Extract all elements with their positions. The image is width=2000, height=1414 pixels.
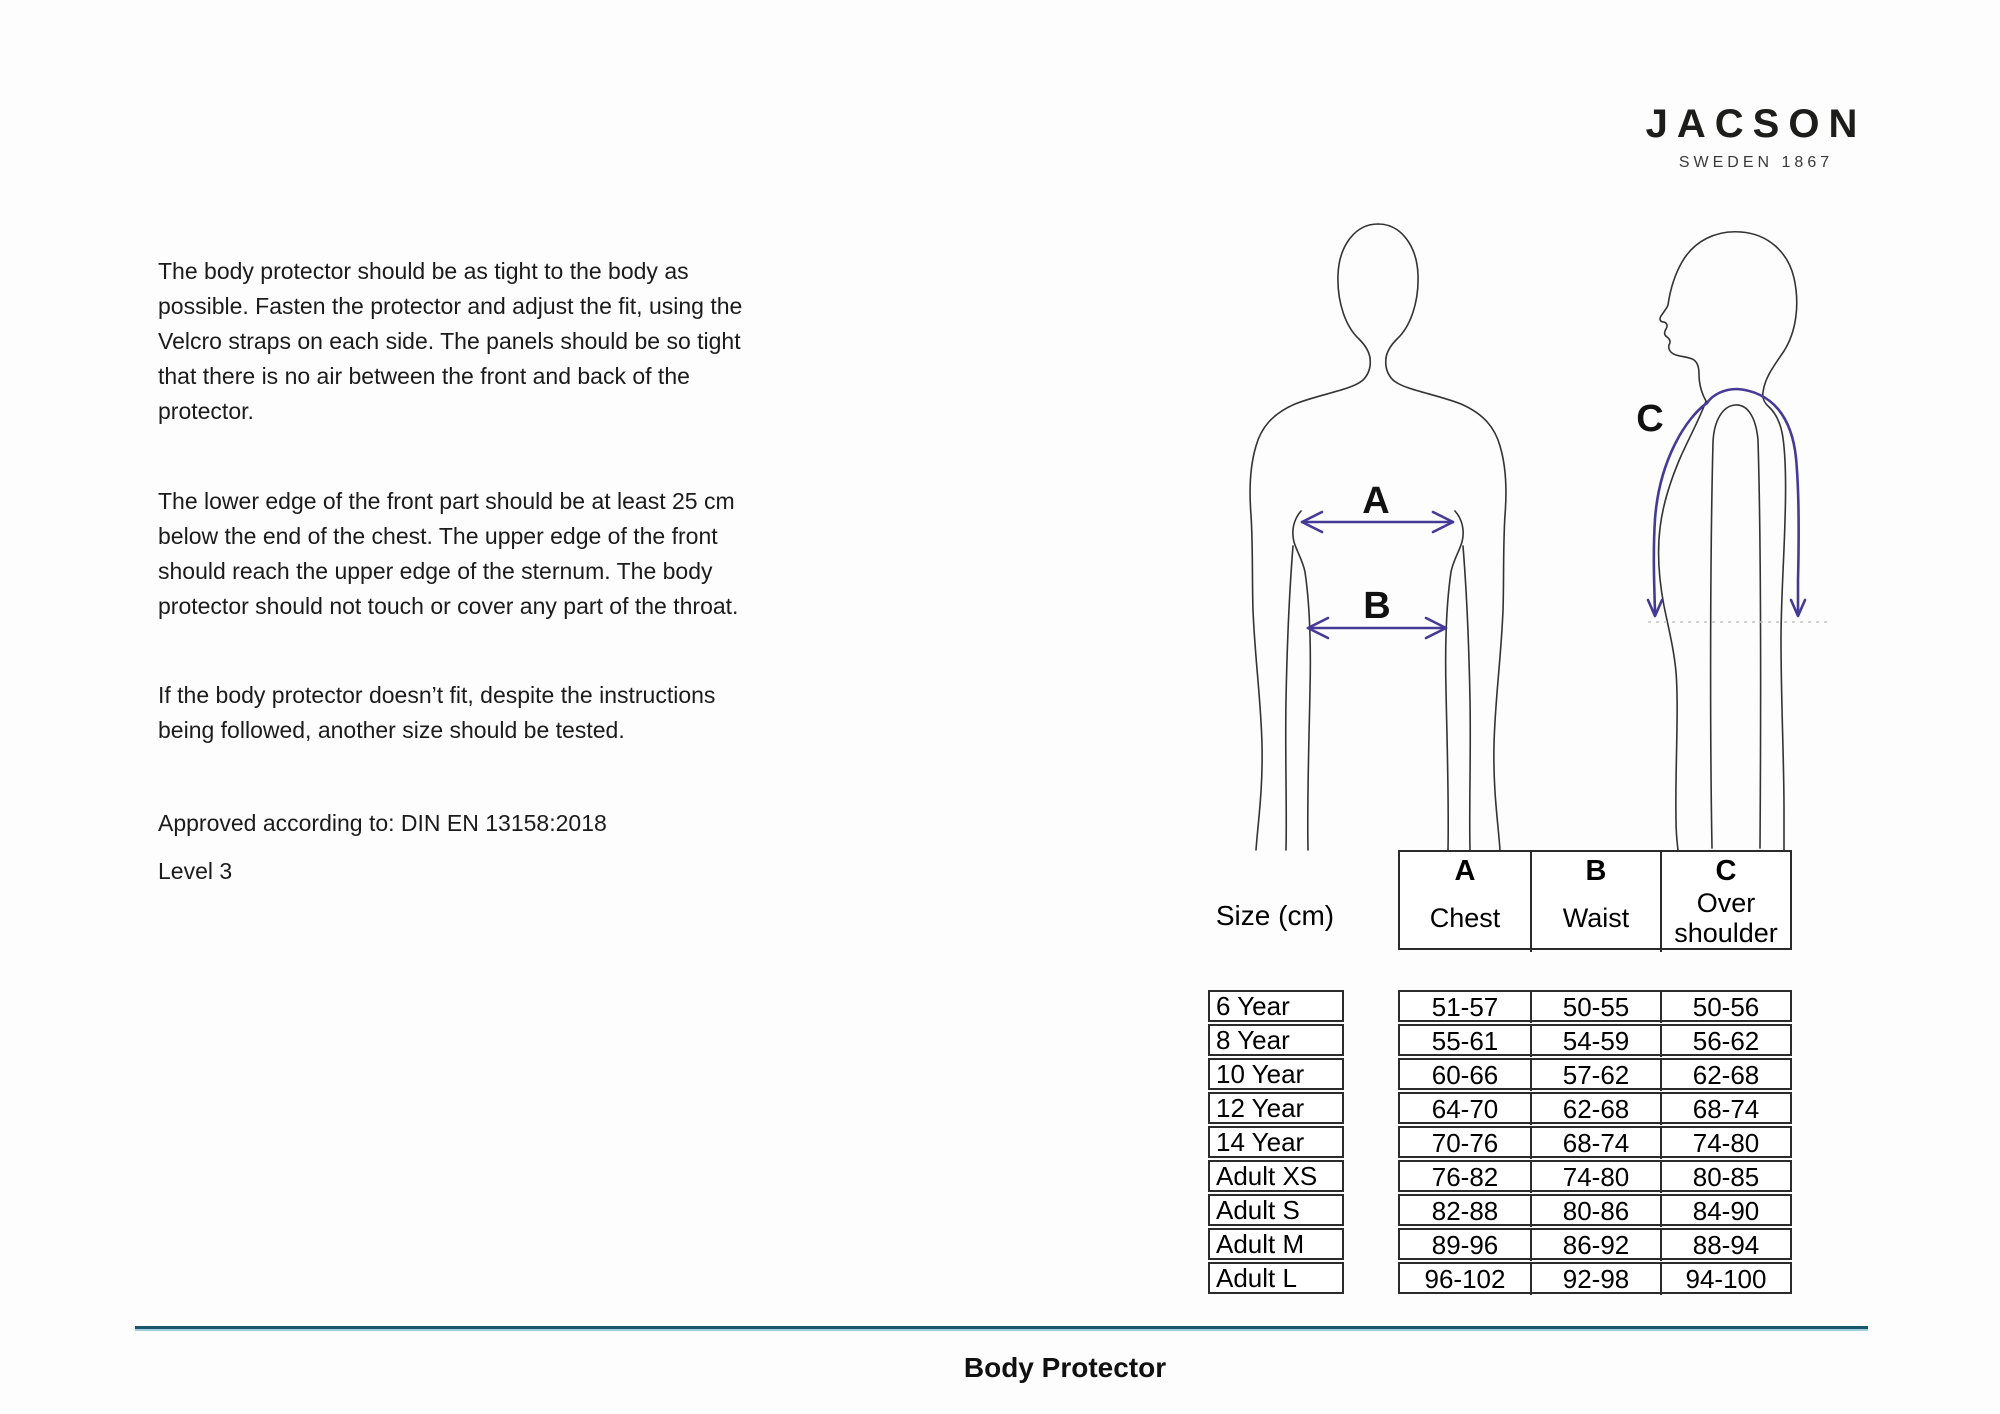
shoulder-cell: 62-68 <box>1660 1060 1790 1091</box>
size-name-column <box>1208 990 1344 1296</box>
waist-cell: 80-86 <box>1530 1196 1660 1227</box>
chest-cell: 89-96 <box>1431 1230 1499 1260</box>
waist-cell: 92-98 <box>1530 1264 1660 1295</box>
column-over-shoulder <box>1660 852 1790 952</box>
table-row <box>1398 1126 1792 1158</box>
text-line: being followed, another size should be tested. <box>158 717 625 743</box>
shoulder-cell: 80-85 <box>1660 1162 1790 1193</box>
waist-cell: 86-92 <box>1530 1230 1660 1261</box>
column-key: B <box>1585 855 1607 887</box>
chest-cell: 96-102 <box>1424 1264 1506 1294</box>
brand-name: JACSON <box>1645 102 1867 146</box>
chest-cell: 51-57 <box>1431 992 1499 1022</box>
protection-level <box>158 854 798 889</box>
chest-cell: 64-70 <box>1431 1094 1499 1124</box>
table-row <box>1398 1024 1792 1056</box>
brand-logo <box>1634 102 1878 172</box>
chest-cell: 60-66 <box>1431 1060 1499 1090</box>
column-waist <box>1530 852 1660 952</box>
text-line: The body protector should be as tight to the body as <box>158 258 689 284</box>
waist-cell: 68-74 <box>1530 1128 1660 1159</box>
table-row <box>1398 1228 1792 1260</box>
size-unit-label: Size (cm) <box>1215 900 1335 931</box>
divider-rule <box>135 1326 1868 1331</box>
table-row <box>1398 1058 1792 1090</box>
front-figure-outline <box>1250 224 1506 850</box>
fit-diagram <box>1230 210 1850 870</box>
footer-title: Body Protector <box>963 1352 1167 1383</box>
shoulder-cell: 94-100 <box>1660 1264 1790 1295</box>
chest-cell: 55-61 <box>1431 1026 1499 1056</box>
chest-cell: 76-82 <box>1431 1162 1499 1192</box>
column-chest <box>1400 852 1530 952</box>
text-line: should reach the upper edge of the sternum. The body <box>158 558 713 584</box>
size-name: Adult S <box>1208 1194 1344 1226</box>
chest-cell: 70-76 <box>1431 1128 1499 1158</box>
measurement-label-c: C <box>1636 398 1664 440</box>
waist-cell: 74-80 <box>1530 1162 1660 1193</box>
column-name: Chest <box>1429 903 1501 933</box>
waist-cell: 54-59 <box>1530 1026 1660 1057</box>
paragraph-resize <box>158 678 798 748</box>
column-name: Over shoulder <box>1674 888 1778 948</box>
text-line: possible. Fasten the protector and adjust the fit, using the <box>158 293 743 319</box>
approval-statement <box>158 806 798 841</box>
table-row <box>1398 1092 1792 1124</box>
table-row <box>1398 1160 1792 1192</box>
table-row <box>1398 1194 1792 1226</box>
text-line: Level 3 <box>158 858 233 884</box>
shoulder-cell: 74-80 <box>1660 1128 1790 1159</box>
measurement-label-a: A <box>1362 480 1390 522</box>
column-key: C <box>1715 855 1737 887</box>
measurement-grid <box>1398 990 1792 1296</box>
size-table-header <box>1398 850 1792 950</box>
text-line: protector should not touch or cover any part of the throat. <box>158 593 739 619</box>
column-key: A <box>1454 855 1476 887</box>
text-line: below the end of the chest. The upper edge of the front <box>158 523 718 549</box>
size-name: 8 Year <box>1208 1024 1344 1056</box>
size-name: 12 Year <box>1208 1092 1344 1124</box>
shoulder-cell: 50-56 <box>1660 992 1790 1023</box>
shoulder-cell: 68-74 <box>1660 1094 1790 1125</box>
size-name: 14 Year <box>1208 1126 1344 1158</box>
shoulder-cell: 84-90 <box>1660 1196 1790 1227</box>
table-row <box>1398 1262 1792 1294</box>
waist-cell: 57-62 <box>1530 1060 1660 1091</box>
side-figure-outline <box>1659 232 1797 850</box>
text-line: protector. <box>158 398 254 424</box>
text-line: Approved according to: DIN EN 13158:2018 <box>158 810 607 836</box>
table-row <box>1398 990 1792 1022</box>
paragraph-edges <box>158 484 798 624</box>
column-name: Waist <box>1562 903 1630 933</box>
size-name: 6 Year <box>1208 990 1344 1022</box>
size-name: 10 Year <box>1208 1058 1344 1090</box>
waist-cell: 62-68 <box>1530 1094 1660 1125</box>
text-line: Velcro straps on each side. The panels should be so tight <box>158 328 741 354</box>
shoulder-cell: 56-62 <box>1660 1026 1790 1057</box>
size-name: Adult L <box>1208 1262 1344 1294</box>
text-line: If the body protector doesn’t fit, despite the instructions <box>158 682 716 708</box>
shoulder-cell: 88-94 <box>1660 1230 1790 1261</box>
waist-cell: 50-55 <box>1530 992 1660 1023</box>
size-name: Adult M <box>1208 1228 1344 1260</box>
chest-cell: 82-88 <box>1431 1196 1499 1226</box>
brand-tagline: SWEDEN 1867 <box>1678 154 1834 171</box>
paragraph-fit <box>158 254 798 429</box>
text-line: that there is no air between the front and back of the <box>158 363 690 389</box>
text-line: The lower edge of the front part should be at least 25 cm <box>158 488 735 514</box>
measurement-label-b: B <box>1363 585 1391 627</box>
size-name: Adult XS <box>1208 1160 1344 1192</box>
